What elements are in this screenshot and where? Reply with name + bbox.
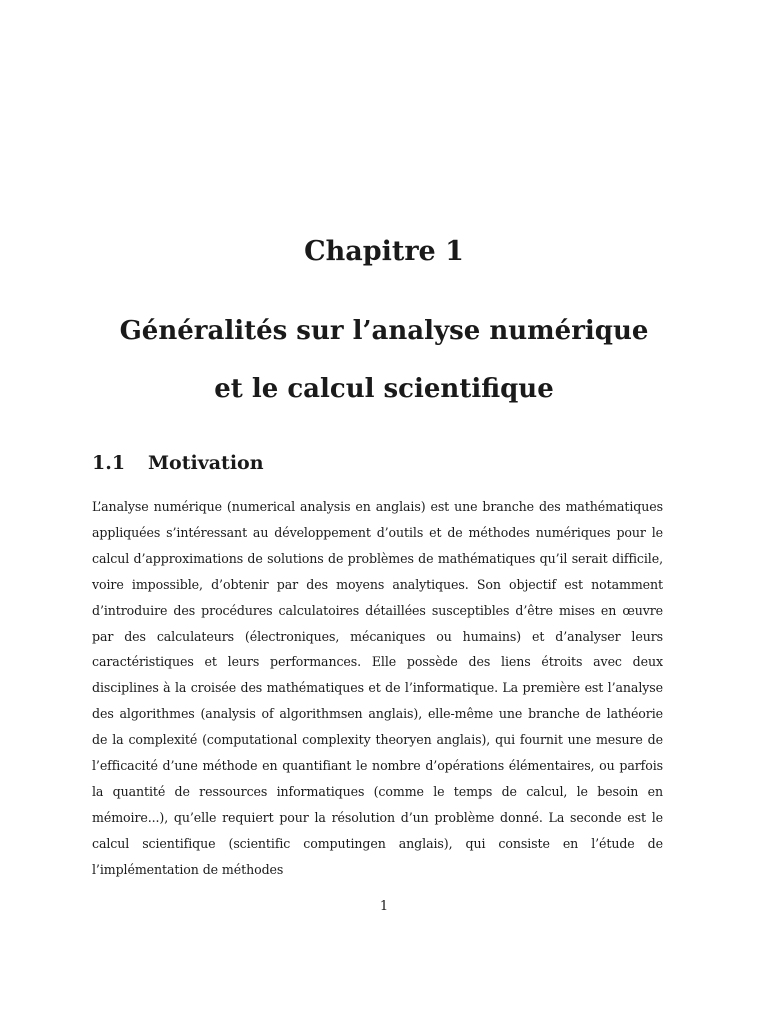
page-number: 1 [379, 899, 389, 914]
chapter-title [0, 302, 768, 418]
section-heading [92, 452, 264, 474]
body-paragraph: L’analyse numérique (numerical analysis en anglais) est une branche des mathématiques appliquées s’intéressant au développement d’outils et de méthodes numériques pour le calcul d’approximations de solutions de problèmes de mathématiques qu’il serait difficile, voire impossible, d’obtenir par des moyens analytiques. Son objectif est notamment d’introduire des procédures calculatoires détaillées susceptibles d’être mises en œuvre par des calculateurs (électroniques, mécaniques ou humains) et d’analyser leurs caractéristiques et leurs performances. Elle possède des liens étroits avec deux disciplines à la croisée des mathématiques et de l’informatique. La première est l’analyse des algorithmes (analysis of algorithmsen anglais), elle-même une branche de lathéorie de la complexité (computational complexity theoryen anglais), qui fournit une mesure de l’efficacité d’une méthode en quantifiant le nombre d’opérations élémentaires, ou parfois la quantité de ressources informatiques (comme le temps de calcul, le besoin en mémoire...), qu’elle requiert pour la résolution d’un problème donné. La seconde est le calcul scientifique (scientific computingen anglais), qui consiste en l’étude de l’implémentation de méthodes [92, 499, 663, 877]
chapter-title-line-2: et le calcul scientifique [214, 374, 554, 404]
chapter-title-line-1: Généralités sur l’analyse numérique [119, 316, 649, 346]
section-title: Motivation [148, 452, 264, 474]
chapter-label: Chapitre 1 [304, 236, 464, 267]
section-number: 1.1 [92, 452, 126, 474]
